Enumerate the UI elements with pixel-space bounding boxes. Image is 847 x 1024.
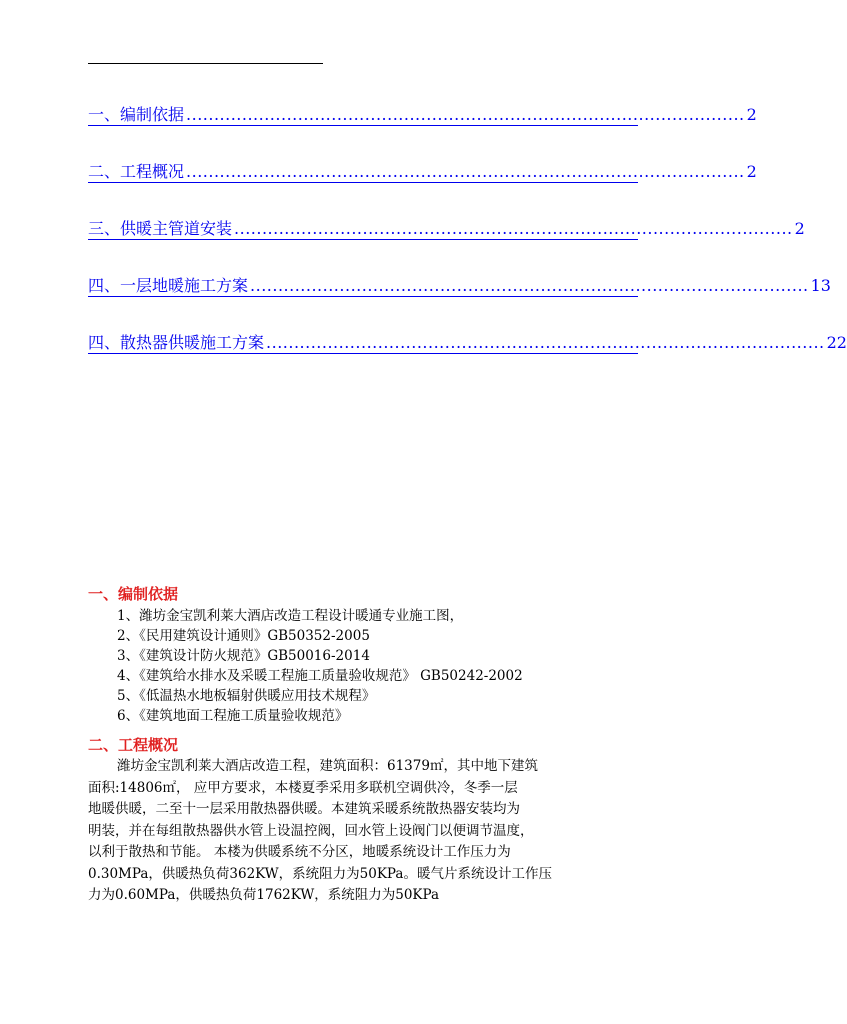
list-item: 6、《建筑地面工程施工质量验收规范》 [117,708,349,724]
toc-page-number: 2 [746,162,757,181]
toc-entry-label: 四、散热器供暖施工方案 [88,333,265,352]
toc-entry-overview[interactable] [88,160,757,183]
paragraph-line: 0.30MPa，供暖热负荷362KW，系统阻力为50KPa。暖气片系统设计工作压 [88,865,552,882]
toc-dot-leader: .................................................................................................... [266,333,825,352]
toc-page-number: 13 [810,276,831,295]
paragraph-line: 地暖供暖，二至十一层采用散热器供暖。本建筑采暖系统散热器安装均为 [88,801,520,817]
section-heading-basis: 一、编制依据 [88,585,179,603]
toc-page-number: 2 [794,219,805,238]
paragraph-line: 潍坊金宝凯利莱大酒店改造工程，建筑面积：61379㎡，其中地下建筑 [117,758,538,774]
paragraph-line: 力为0.60MPa，供暖热负荷1762KW，系统阻力为50KPa [88,887,440,903]
toc-dot-leader: .................................................................................................... [186,105,745,124]
toc-entry-basis[interactable] [88,103,757,126]
toc-entry-floor-heating[interactable] [88,274,831,297]
list-item: 1、潍坊金宝凯利莱大酒店改造工程设计暖通专业施工图， [117,608,464,624]
toc-dot-leader: .................................................................................................... [250,276,809,295]
toc-entry-radiator[interactable] [88,331,847,354]
toc-page-number: 2 [746,105,757,124]
list-item: 3、《建筑设计防火规范》GB50016-2014 [117,648,370,664]
toc-entry-label: 二、工程概况 [88,162,185,181]
toc-dot-leader: .................................................................................................... [186,162,745,181]
list-item: 5、《低温热水地板辐射供暖应用技术规程》 [117,688,376,704]
paragraph-line: 明装，并在每组散热器供水管上设温控阀，回水管上设阀门以便调节温度， [88,822,534,839]
toc-dot-leader: .................................................................................................... [234,219,793,238]
toc-entry-label: 三、供暖主管道安装 [88,219,233,238]
section-heading-overview: 二、工程概况 [88,736,179,754]
overview-paragraph [88,756,648,907]
toc-entry-label: 一、编制依据 [88,105,185,124]
list-item: 2、《民用建筑设计通则》GB50352-2005 [117,628,370,644]
header-rule [88,63,323,64]
paragraph-line: 以利于散热和节能。 本楼为供暖系统不分区，地暖系统设计工作压力为 [88,844,511,860]
toc-page-number: 22 [826,333,847,352]
paragraph-line: 面积:14806㎡， 应甲方要求，本楼夏季采用多联机空调供冷，冬季一层 [88,779,518,796]
toc-entry-main-pipe[interactable] [88,217,805,240]
toc-entry-label: 四、一层地暖施工方案 [88,276,249,295]
list-item: 4、《建筑给水排水及采暖工程施工质量验收规范》 GB50242-2002 [117,668,523,684]
reference-list [117,606,523,726]
